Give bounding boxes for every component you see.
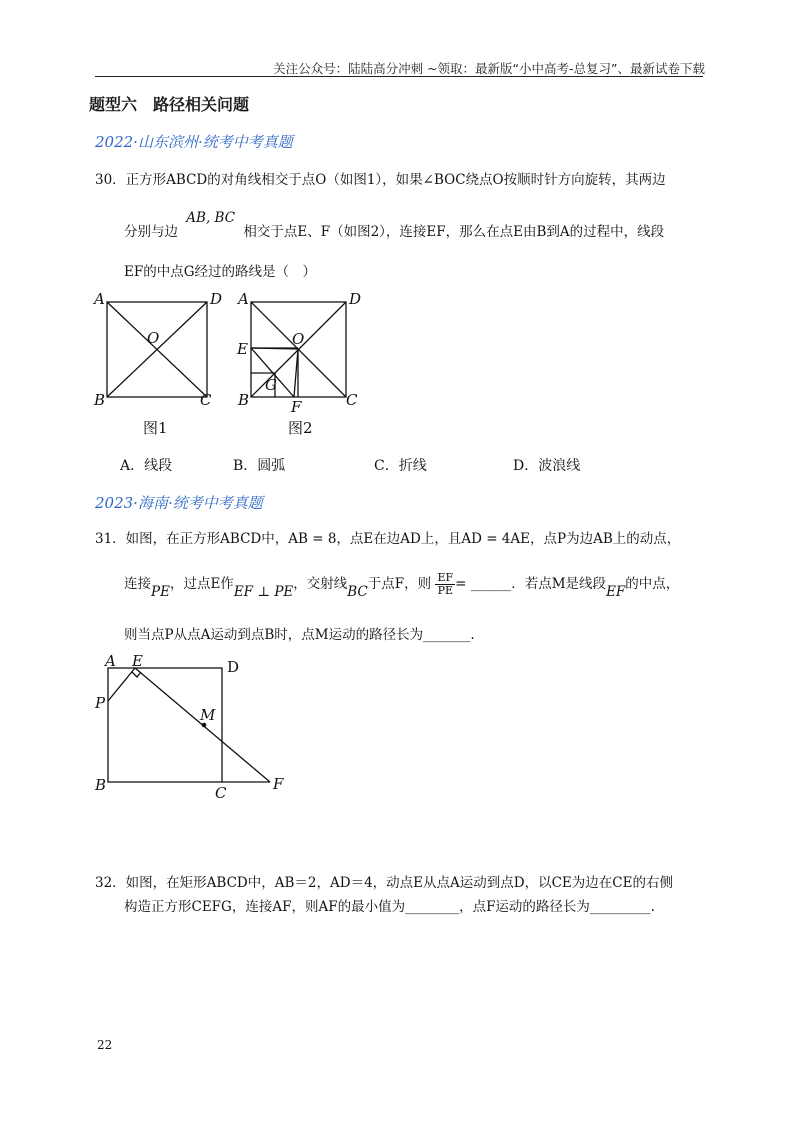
q31-line2-d: 于点F，则 — [367, 576, 432, 593]
fig3-label-c: C — [215, 784, 227, 802]
figure-1-square — [88, 288, 228, 413]
fig3-label-m: M — [200, 706, 216, 724]
fig2-label-c: C — [346, 391, 358, 409]
q31-line3: 则当点P从点A运动到点B时，点M运动的路径长为_______. — [124, 627, 475, 643]
source-tag-2022: 2022·山东滨州·统考中考真题 — [95, 133, 293, 151]
fig3-label-a: A — [105, 652, 116, 670]
fig1-label-d: D — [210, 290, 223, 308]
q30-line2-sides: AB, BC — [186, 210, 236, 226]
q31-fraction — [435, 572, 455, 597]
q31-line1: 31．如图，在正方形ABCD中，AB = 8，点E在边AD上，且AD = 4AE，点P为边AB上的动点， — [95, 531, 681, 547]
fig2-label-a: A — [238, 290, 249, 308]
q30-line1: 30．正方形ABCD的对角线相交于点O（如图1），如果∠BOC绕点O按顺时针方向旋转，其两边 — [95, 172, 666, 188]
fig1-label-o: O — [147, 329, 160, 347]
q31-line2-perp: EF ⊥ PE — [233, 584, 294, 601]
q30-line3: EF的中点G经过的路线是（ ） — [124, 264, 317, 280]
fig3-label-p: P — [95, 694, 106, 712]
q31-line2-e: = ______．若点M是线段 — [455, 576, 607, 593]
q31-frac-denominator: PE — [437, 584, 453, 598]
q30-option-d[interactable]: D．波浪线 — [513, 458, 581, 474]
fig1-label-b: B — [94, 391, 106, 409]
fig3-label-e: E — [132, 652, 143, 670]
fig3-label-b: B — [95, 776, 107, 794]
q31-line2 — [124, 572, 679, 612]
fig3-segment-pe — [108, 668, 135, 701]
fig1-label-a: A — [94, 290, 105, 308]
q31-line2-a: 连接 — [124, 576, 151, 593]
fig1-label-c: C — [200, 391, 212, 409]
page-number: 22 — [97, 1038, 113, 1052]
q31-line2-ef: EF — [606, 584, 626, 601]
fig3-label-d: D — [227, 658, 240, 676]
fig2-label-f: F — [291, 398, 302, 416]
section-title: 题型六 路径相关问题 — [89, 95, 250, 114]
q31-line2-pe: PE — [151, 584, 170, 601]
q30-line2-post: 相交于点E、F（如图2），连接EF，那么在点E由B到A的过程中，线段 — [243, 224, 665, 240]
q31-line2-bc: BC — [347, 584, 368, 601]
figure-q31-square-construction — [90, 650, 300, 802]
fig3-right-angle-mark — [132, 672, 141, 677]
q30-option-c[interactable]: C．折线 — [374, 458, 427, 474]
q31-frac-numerator: EF — [437, 571, 454, 584]
page-header-text: 关注公众号：陆陆高分冲刺 ~领取：最新版“小中高考-总复习”、最新试卷下载 — [273, 61, 705, 76]
source-tag-2023: 2023·海南·统考中考真题 — [95, 494, 263, 512]
fig1-caption: 图1 — [143, 419, 168, 437]
fig2-label-d: D — [349, 290, 362, 308]
fig2-label-e: E — [237, 340, 248, 358]
fig2-caption: 图2 — [288, 419, 313, 437]
q30-option-b[interactable]: B．圆弧 — [233, 458, 286, 474]
q31-line2-f: 的中点， — [625, 576, 680, 593]
q32-line2: 构造正方形CEFG，连接AF，则AF的最小值为________，点F运动的路径长为_________. — [124, 899, 655, 915]
fig3-label-f: F — [273, 775, 284, 793]
q30-line2 — [124, 210, 665, 240]
q31-line2-c: ，交射线 — [293, 576, 348, 593]
q32-line1: 32．如图，在矩形ABCD中，AB＝2，AD＝4，动点E从点A运动到点D，以CE为边在CE的右侧 — [95, 875, 673, 891]
q30-line2-pre: 分别与边 — [124, 224, 178, 240]
figure-2-square-rotated-angle — [232, 288, 372, 416]
q30-option-a[interactable]: A．线段 — [120, 458, 173, 474]
q31-line2-b: ，过点E作 — [169, 576, 234, 593]
fig2-label-g: G — [265, 376, 277, 394]
fig2-label-b: B — [238, 391, 250, 409]
fig2-label-o: O — [292, 330, 305, 348]
header-divider — [95, 76, 703, 77]
